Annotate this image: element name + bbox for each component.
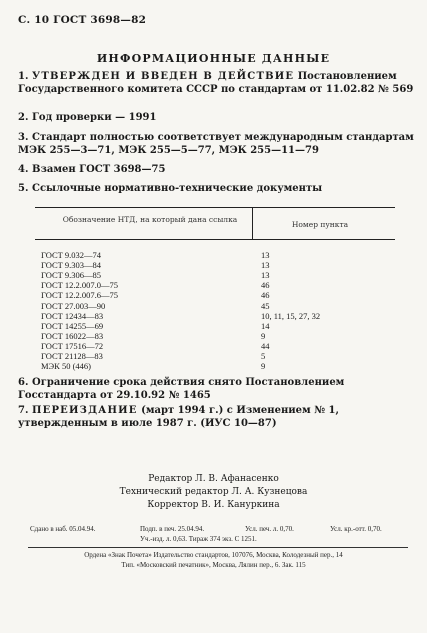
imprint-signed: Подп. в печ. 25.04.94. — [140, 525, 205, 533]
ntd-designation: ГОСТ 12.2.007.0—75 — [41, 280, 119, 291]
table-column-divider — [252, 208, 253, 239]
info-item-6 — [18, 376, 414, 402]
clause-number: 13 — [261, 250, 270, 260]
tech-editor-line: Технический редактор Л. А. Кузнецова — [119, 487, 308, 497]
ntd-designation: ГОСТ 9.303—84 — [41, 260, 102, 271]
item-number: 5. — [18, 183, 29, 194]
imprint-circulation: Уч.-изд. л. 0,63. Тираж 374 экз. С 1251. — [140, 535, 257, 543]
info-item-4 — [18, 163, 414, 176]
clause-number: 13 — [261, 260, 270, 271]
ntd-designation: ГОСТ 12.2.007.6—75 — [41, 290, 119, 301]
item-text: Ограничение срока действия снято Постановлением Госстандарта от 29.10.92 № 1465 — [18, 377, 345, 401]
info-item-5 — [18, 182, 414, 195]
table-header-rule — [35, 239, 395, 240]
item-number: 7. — [18, 405, 29, 416]
imprint-submitted: Сдано в наб. 05.04.94. — [30, 525, 96, 533]
editor-line: Редактор Л. В. Афанасенко — [148, 474, 279, 484]
ntd-designation: ГОСТ 9.032—74 — [41, 250, 102, 260]
ntd-designation: ГОСТ 16022—83 — [41, 330, 104, 341]
ntd-designation: ГОСТ 27.003—90 — [41, 300, 106, 311]
ntd-designation: ГОСТ 14255—69 — [41, 320, 104, 331]
printer-line: Тип. «Московский печатник», Москва, Лялин пер., 6. Зак. 115 — [121, 561, 306, 569]
page-title: ИНФОРМАЦИОННЫЕ ДАННЫЕ — [96, 52, 331, 65]
page-header: С. 10 ГОСТ 3698—82 — [18, 14, 147, 26]
footer-rule — [28, 547, 408, 548]
item-text: Ссылочные нормативно-технические документы — [32, 183, 323, 194]
imprint-print-sheets: Усл. печ. л. 0,70. — [245, 525, 294, 533]
item-text: Год проверки — 1991 — [32, 112, 157, 123]
info-item-2 — [18, 111, 414, 124]
clause-number: 9 — [261, 361, 266, 372]
ntd-designation: МЭК 50 (446) — [41, 361, 91, 372]
item-heading: УТВЕРЖДЕН И ВВЕДЕН В ДЕЙСТВИЕ — [32, 71, 295, 82]
info-item-7 — [18, 404, 414, 430]
clause-number: 46 — [261, 280, 270, 291]
item-number: 4. — [18, 164, 29, 175]
table-header-clause: Номер пункта — [291, 220, 349, 229]
ntd-designation: ГОСТ 21128—83 — [41, 351, 103, 361]
clause-number: 9 — [261, 330, 266, 341]
clause-number: 13 — [261, 270, 270, 281]
clause-number: 10, 11, 15, 27, 32 — [261, 310, 321, 321]
ntd-designation: ГОСТ 17516—72 — [41, 340, 104, 351]
item-text: Стандарт полностью соответствует международным стандартам МЭК 255—3—71, МЭК 255—5—77, МЭК 255—11—79 — [18, 132, 414, 156]
info-item-3 — [18, 131, 414, 157]
item-text: Постановлением Государственного комитета СССР по стандартам от 11.02.82 № 569 — [18, 71, 414, 95]
item-heading: ПЕРЕИЗДАНИЕ — [32, 405, 138, 416]
item-number: 1. — [18, 71, 29, 82]
clause-number: 46 — [261, 290, 270, 301]
ntd-designation: ГОСТ 12434—83 — [41, 310, 104, 321]
table-top-rule — [35, 207, 395, 208]
clause-number: 14 — [261, 320, 270, 331]
item-text: (март 1994 г.) с Изменением № 1, утвержденным в июле 1987 г. (ИУС 10—87) — [18, 405, 339, 429]
item-number: 6. — [18, 377, 29, 388]
clause-number: 5 — [261, 351, 266, 361]
item-number: 3. — [18, 132, 29, 143]
item-number: 2. — [18, 112, 29, 123]
clause-number: 45 — [261, 300, 270, 311]
clause-number: 44 — [261, 340, 270, 351]
info-item-1 — [18, 70, 414, 96]
publisher-line: Ордена «Знак Почета» Издательство стандартов, 107076, Москва, Колодезный пер., 14 — [84, 551, 343, 559]
table-header-designation: Обозначение НТД, на который дана ссылка — [62, 215, 238, 224]
item-text: Взамен ГОСТ 3698—75 — [32, 164, 166, 175]
ntd-designation: ГОСТ 9.306—85 — [41, 270, 102, 281]
corrector-line: Корректор В. И. Кануркина — [147, 500, 280, 510]
imprint-color-sheets: Усл. кр.-отт. 0,70. — [330, 525, 382, 533]
